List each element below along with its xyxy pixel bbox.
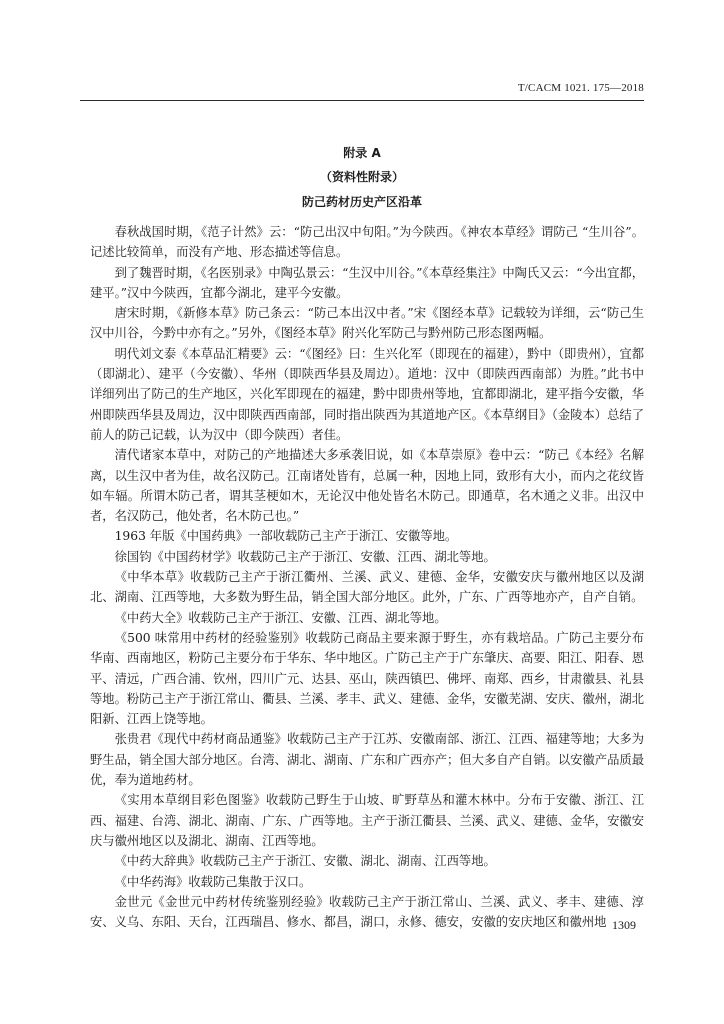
paragraph: 张贵君《现代中药材商品通鉴》收载防己主产于江苏、安徽南部、浙江、江西、福建等地；大多为野生品，销全国大部分地区。台湾、湖北、湖南、广东和广西亦产；但大多自产自销。以安徽产品质最优，奉为道地药材。	[90, 732, 644, 788]
paragraph: 《实用本草纲目彩色图鉴》收载防己野生于山坡、旷野草丛和灌木林中。分布于安徽、浙江、江西、福建、台湾、湖北、湖南、广东、广西等地。主产于浙江衢县、兰溪、武义、建德、金华，安徽安庆与徽州地区以及湖北、湖南、江西等地。	[90, 793, 644, 848]
appendix-title: 防己药材历史产区沿革	[301, 195, 422, 209]
page-header	[0, 82, 724, 98]
appendix-label: 附录 A	[343, 146, 381, 160]
page-number: 1309	[612, 918, 636, 932]
paragraph: 《中华药海》收载防己集散于汉口。	[114, 874, 312, 889]
paragraph: 清代诸家本草中，对防己的产地描述大多承袭旧说，如《本草崇原》卷中云：“防己《本经》名解离，以生汉中者为佳，故名汉防己。江南诸处皆有，总属一种，因地上同，致形有大小，而内之花纹皆如车辐。所谓木防己者，谓其茎梗如木，无论汉中他处皆名木防己。即通草，名木通之义非。出汉中者，名汉防己，他处者，名木防己也。”	[90, 448, 644, 524]
paragraph: 金世元《金世元中药材传统鉴别经验》收载防己主产于浙江常山、兰溪、武义、孝丰、建德、淳安、义乌、东阳、天台，江西瑞昌、修水、都昌，湖口，永修、德安，安徽的安庆地区和徽州地	[90, 894, 644, 930]
appendix-type: （资料性附录）	[319, 170, 404, 184]
header-rule	[80, 100, 644, 101]
paragraph: 《中华本草》收载防己主产于浙江衢州、兰溪、武义、建德、金华，安徽安庆与徽州地区以及湖北、湖南、江西等地，大多数为野生品，销全国大部分地区。此外，广东、广西等地亦产，自产自销。	[90, 570, 644, 605]
paragraph: 唐宋时期，《新修本草》防己条云：“防己本出汉中者。”宋《图经本草》记载较为详细，云“防己生汉中川谷，今黔中亦有之。”另外，《图经本草》附兴化军防己与黔州防己形态图两幅。	[90, 306, 644, 341]
paragraph: 徐国钧《中国药材学》收载防己主产于浙江、安徽、江西、湖北等地。	[114, 549, 496, 564]
standard-number: T/CACM 1021. 175—2018	[517, 82, 644, 94]
body-text	[90, 222, 644, 932]
paragraph: 1963 年版《中国药典》一部收载防己主产于浙江、安徽等地。	[114, 529, 458, 544]
paragraph: 《中药大辞典》收载防己主产于浙江、安徽、湖北、湖南、江西等地。	[114, 854, 496, 869]
paragraph: 到了魏晋时期，《名医别录》中陶弘景云：“生汉中川谷。”《本草经集注》中陶氏又云：“今出宜都，建平。”汉中今陕西，宜都今湖北，建平今安徽。	[90, 265, 644, 300]
paragraph: 明代刘文泰《本草品汇精要》云：“《图经》曰：生兴化军（即现在的福建），黔中（即贵州），宜都（即湖北）、建平（今安徽）、华州（即陕西华县及周边）。道地：汉中（即陕西西南部）为胜。”此书中详细列出了防己的生产地区，兴化军即现在的福建，黔中即贵州等地，宜都即湖北，建平指今安徽，华州即陕西华县及周边，汉中即陕西西南部，同时指出陕西为其道地产区。《本草纲目》（金陵本）总结了前人的防己记载，认为汉中（即今陕西）者佳。	[90, 346, 644, 442]
paragraph: 《500 味常用中药材的经验鉴别》收载防己商品主要来源于野生，亦有栽培品。广防己主要分布华南、西南地区，粉防己主要分布于华东、华中地区。广防己主产于广东肇庆、高要、阳江、阳春、恩平、清远，广西合浦、钦州，四川广元、达县、巫山，陕西镇巴、佛坪、南郑、西乡，甘肃徽县、礼县等地。粉防己主产于浙江常山、衢县、兰溪、孝丰、武义、建德、金华，安徽芜湖、安庆、徽州，湖北阳新、江西上饶等地。	[90, 630, 644, 727]
paragraph: 《中药大全》收载防己主产于浙江、安徽、江西、湖北等地。	[114, 610, 447, 625]
paragraph: 春秋战国时期，《范子计然》云：“防己出汉中旬阳。”为今陕西。《神农本草经》谓防己 “生川谷”。记述比较简单，而没有产地、形态描述等信息。	[90, 225, 644, 260]
